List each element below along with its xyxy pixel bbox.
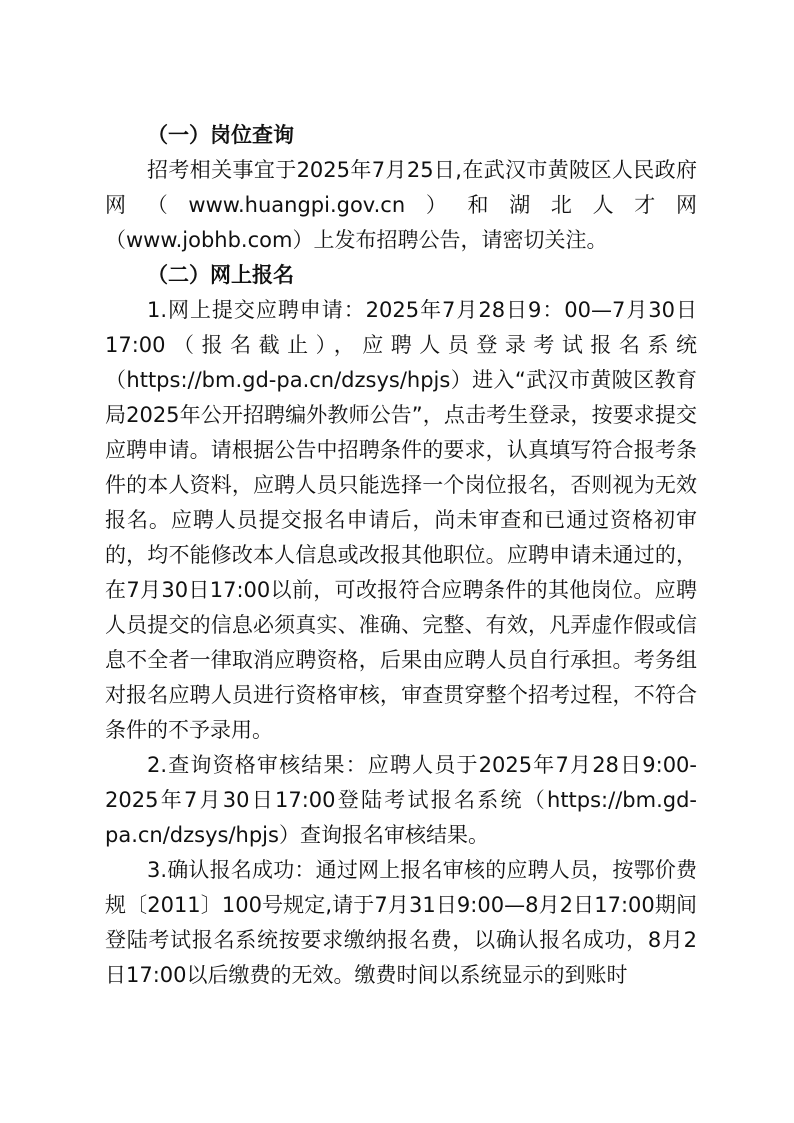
- paragraph-submit-application: 1.网上提交应聘申请：2025年7月28日9：00—7月30日17:00（报名截止），应聘人员登录考试报名系统（https://bm.gd-pa.cn/dzsys/hpjs）进入“武汉市黄陂区教育局2025年公开招聘编外教师公告”，点击考生登录，按要求提交应聘申请。请根据公告中招聘条件的要求，认真填写符合报考条件的本人资料，应聘人员只能选择一个岗位报名，否则视为无效报名。应聘人员提交报名申请后，尚未审查和已通过资格初审的，均不能修改本人信息或改报其他职位。应聘申请未通过的，在7月30日17:00以前，可改报符合应聘条件的其他岗位。应聘人员提交的信息必须真实、准确、完整、有效，凡弄虚作假或信息不全者一律取消应聘资格，后果由应聘人员自行承担。考务组对报名应聘人员进行资格审核，审查贯穿整个招考过程，不符合条件的不予录用。: [105, 298, 697, 742]
- paragraph-position-query: 招考相关事宜于2025年7月25日,在武汉市黄陂区人民政府网（www.huangpi.gov.cn）和湖北人才网（www.jobhb.com）上发布招聘公告，请密切关注。: [105, 158, 697, 252]
- paragraph-query-review-result: 2.查询资格审核结果：应聘人员于2025年7月28日9:00-2025年7月30日17:00登陆考试报名系统（https://bm.gd-pa.cn/dzsys/hpjs）查询报名审核结果。: [105, 753, 697, 847]
- section-heading-online-registration: （二）网上报名: [147, 263, 294, 287]
- section-heading-position-query: （一）岗位查询: [147, 123, 294, 147]
- paragraph-confirm-registration: 3.确认报名成功：通过网上报名审核的应聘人员，按鄂价费规〔2011〕100号规定,请于7月31日9:00—8月2日17:00期间登陆考试报名系统按要求缴纳报名费，以确认报名成功，8月2日17:00以后缴费的无效。缴费时间以系统显示的到账时: [105, 858, 697, 987]
- document-body: [105, 118, 697, 993]
